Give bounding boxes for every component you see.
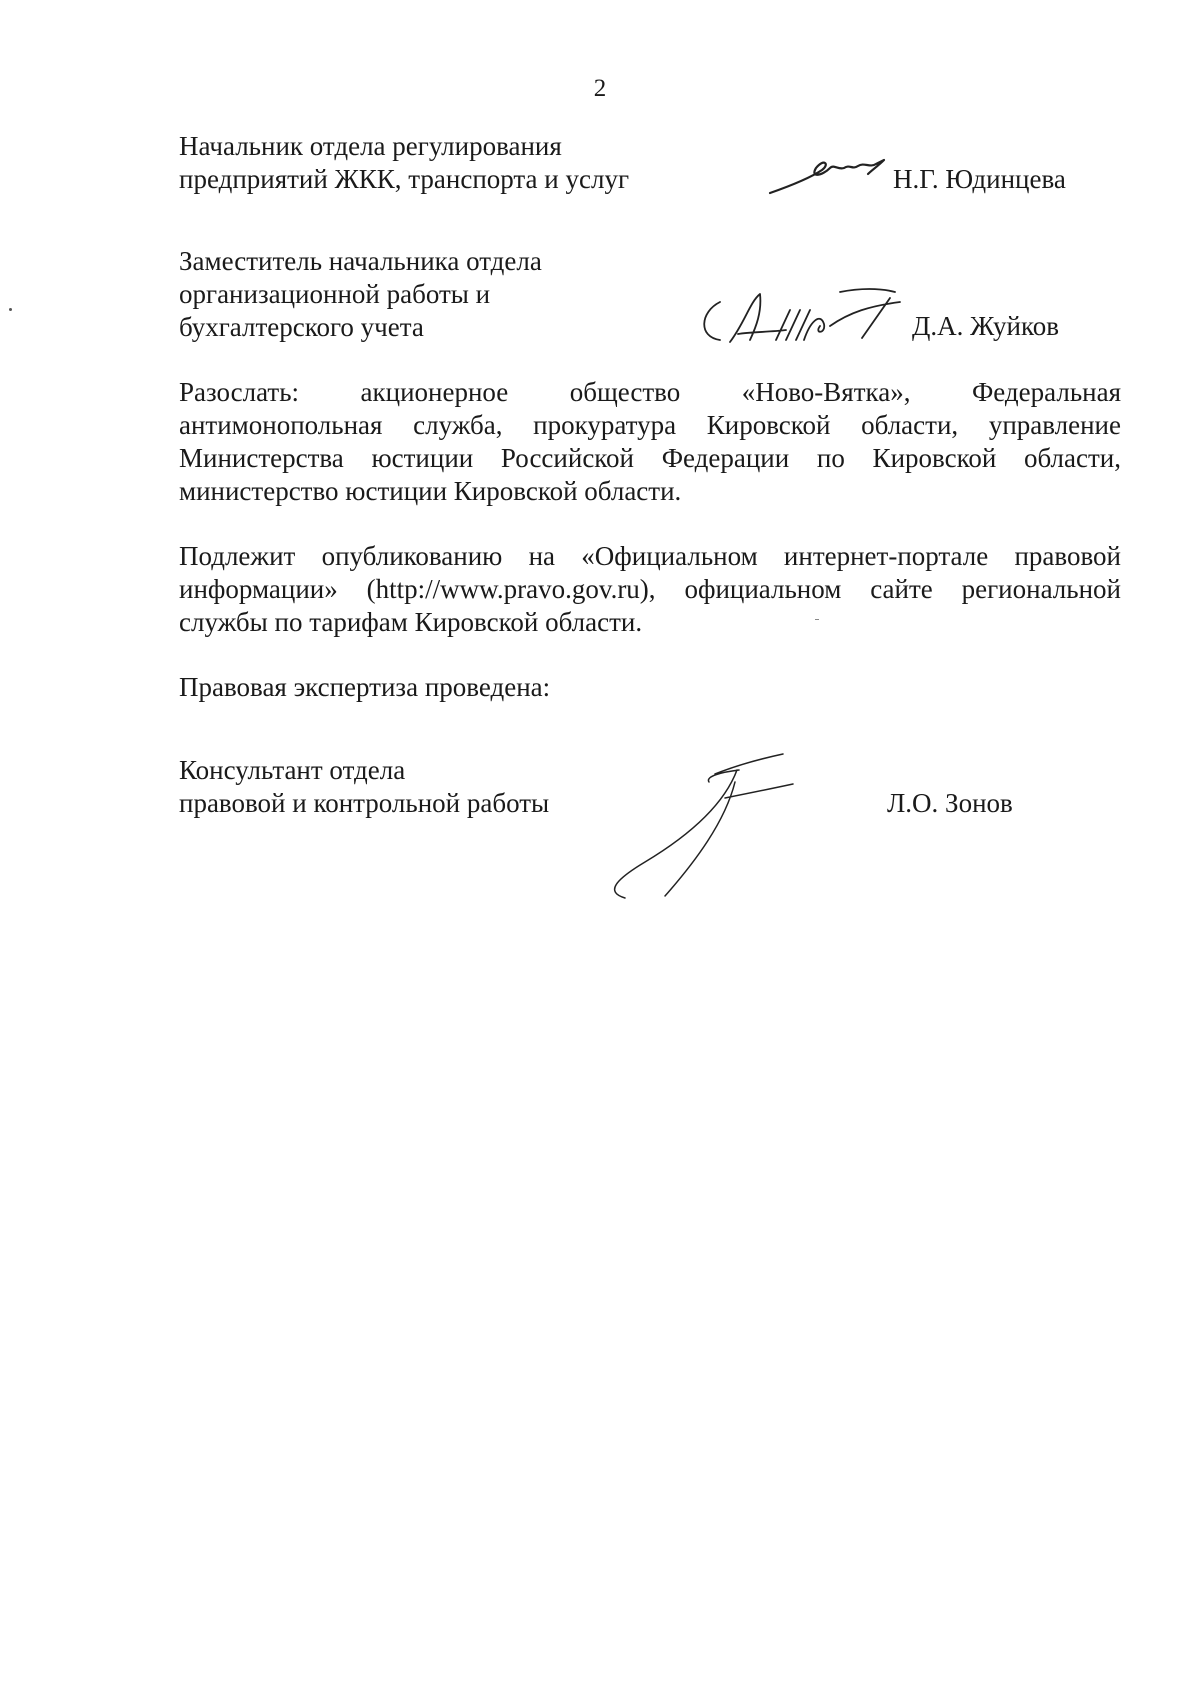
- position-line: организационной работы и: [179, 279, 491, 309]
- handwritten-signature-3: [605, 752, 805, 902]
- signatory-position-1: [179, 130, 629, 196]
- handwritten-signature-2: [690, 282, 910, 352]
- expertise-signatory-name: Л.О. Зонов: [887, 788, 1013, 818]
- expertise-heading: Правовая экспертиза проведена:: [179, 672, 551, 702]
- handwritten-signature-1: [760, 148, 910, 198]
- expertise-signatory-position: [179, 754, 549, 820]
- publication-paragraph: Подлежит опубликованию на «Официальном интернет-портале правовой информации» (http://www.pravo.gov.ru), официальном сайте региональной службы по тарифам Кировской области.: [179, 541, 1121, 637]
- distribution-word: «Ново-Вятка»,: [741, 377, 911, 407]
- distribution-word: Разослать:: [179, 377, 300, 407]
- distribution-paragraph: [179, 376, 1121, 508]
- position-line: правовой и контрольной работы: [179, 788, 550, 818]
- distribution-word: акционерное: [360, 377, 509, 407]
- signatory-position-2: [179, 245, 542, 344]
- distribution-text: антимонопольная служба, прокуратура Кировской области, управление Министерства юстиции Российской Федерации по Кировской области, министерство юстиции Кировской области.: [179, 410, 1121, 506]
- distribution-word: Федеральная: [971, 377, 1121, 407]
- position-line: Консультант отдела: [179, 755, 406, 785]
- distribution-first-line: [179, 376, 1121, 409]
- position-line: бухгалтерского учета: [179, 312, 424, 342]
- scan-mark: [9, 308, 12, 311]
- position-line: предприятий ЖКК, транспорта и услуг: [179, 164, 630, 194]
- distribution-word: общество: [569, 377, 681, 407]
- page-number: 2: [593, 75, 607, 102]
- position-line: Начальник отдела регулирования: [179, 131, 562, 161]
- signatory-name-2: Д.А. Жуйков: [912, 311, 1059, 341]
- position-line: Заместитель начальника отдела: [179, 246, 542, 276]
- signatory-name-1: Н.Г. Юдинцева: [893, 164, 1066, 194]
